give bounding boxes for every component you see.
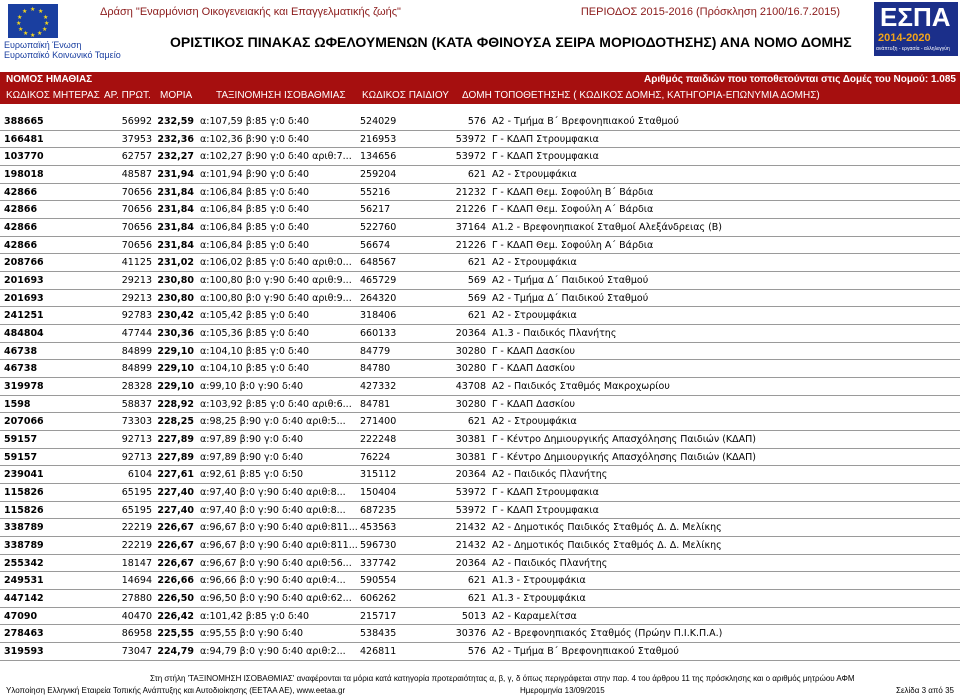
child-code: 215717 [360, 610, 397, 622]
ranking: α:102,27 β:90 γ:0 δ:40 αριθ:7... [200, 151, 352, 163]
col-header-structure: ΔΟΜΗ ΤΟΠΟΘΕΤΗΣΗΣ ( ΚΩΔΙΚΟΣ ΔΟΜΗΣ, ΚΑΤΗΓΟΡΙΑ-ΕΠΩΝΥΜΙΑ ΔΟΜΗΣ) [462, 90, 820, 101]
table-row [0, 343, 960, 361]
ranking: α:96,50 β:0 γ:90 δ:40 αριθ:62... [200, 593, 352, 605]
table-row [0, 290, 960, 308]
child-code: 84779 [360, 345, 391, 357]
protocol-number: 70656 [121, 239, 152, 251]
structure-code: 621 [467, 593, 486, 605]
child-code: 660133 [360, 328, 397, 340]
structure-name: Α1.2 - Βρεφονηπιακοί Σταθμοί Αλεξάνδρειας (Β) [492, 222, 722, 234]
structure-name: Α2 - Παιδικός Πλανήτης [492, 469, 608, 481]
mother-code: 208766 [4, 257, 44, 269]
points: 227,89 [157, 434, 194, 446]
protocol-number: 47744 [121, 328, 152, 340]
child-code: 606262 [360, 593, 397, 605]
table-row [0, 148, 960, 166]
table-row [0, 254, 960, 272]
mother-code: 1598 [4, 398, 31, 410]
child-code: 590554 [360, 575, 397, 587]
points: 230,36 [157, 328, 194, 340]
child-code: 687235 [360, 504, 397, 516]
child-code: 84780 [360, 363, 391, 375]
mother-code: 201693 [4, 292, 44, 304]
structure-name: Γ - ΚΔΑΠ Θεμ. Σοφούλη Β΄ Βάρδια [492, 186, 654, 198]
points: 231,84 [157, 186, 194, 198]
structure-code: 30381 [455, 434, 486, 446]
points: 226,50 [157, 593, 194, 605]
ranking: α:96,67 β:0 γ:90 δ:40 αριθ:811... [200, 540, 358, 552]
child-code: 426811 [360, 646, 397, 658]
protocol-number: 37953 [121, 133, 152, 145]
structure-code: 30280 [455, 398, 486, 410]
points: 226,67 [157, 557, 194, 569]
ranking: α:97,89 β:90 γ:0 δ:40 [200, 434, 304, 446]
child-code: 524029 [360, 116, 397, 127]
points: 226,67 [157, 540, 194, 552]
protocol-number: 84899 [121, 345, 152, 357]
mother-code: 42866 [4, 186, 38, 198]
points: 227,89 [157, 451, 194, 463]
ranking: α:106,84 β:85 γ:0 δ:40 [200, 204, 310, 216]
child-code: 264320 [360, 292, 397, 304]
mother-code: 201693 [4, 275, 44, 287]
child-code: 55216 [360, 186, 391, 198]
structure-code: 30381 [455, 451, 486, 463]
ranking: α:97,40 β:0 γ:90 δ:40 αριθ:8... [200, 487, 346, 499]
child-code: 648567 [360, 257, 397, 269]
prefecture-name: ΝΟΜΟΣ ΗΜΑΘΙΑΣ [6, 74, 93, 85]
eu-label-line1: Ευρωπαϊκή Ένωση [4, 40, 82, 50]
protocol-number: 62757 [121, 151, 152, 163]
protocol-number: 86958 [121, 628, 152, 640]
table-row [0, 449, 960, 467]
structure-name: Γ - ΚΔΑΠ Δασκίου [492, 398, 576, 410]
structure-name: Α2 - Βρεφονηπιακός Σταθμός (Πρώην Π.Ι.Κ.Π.Α.) [492, 628, 723, 640]
child-code: 216953 [360, 133, 397, 145]
espa-logo-text: ΕΣΠΑ [880, 2, 951, 32]
structure-name: Γ - Κέντρο Δημιουργικής Απασχόλησης Παιδιών (ΚΔΑΠ) [492, 451, 756, 463]
protocol-number: 29213 [121, 275, 152, 287]
structure-code: 53972 [455, 133, 486, 145]
protocol-number: 73303 [121, 416, 152, 428]
structure-name: Γ - ΚΔΑΠ Στρουμφακια [492, 151, 599, 163]
protocol-number: 14694 [121, 575, 152, 587]
points: 227,40 [157, 487, 194, 499]
structure-name: Α2 - Τμήμα Δ΄ Παιδικού Σταθμού [492, 292, 649, 304]
ranking: α:98,25 β:90 γ:0 δ:40 αριθ:5... [200, 416, 346, 428]
ranking: α:100,80 β:0 γ:90 δ:40 αριθ:9... [200, 275, 352, 287]
footer-page-number: Σελίδα 3 από 35 [896, 686, 954, 695]
child-code: 465729 [360, 275, 397, 287]
points: 230,80 [157, 292, 194, 304]
structure-name: Γ - ΚΔΑΠ Στρουμφακια [492, 133, 599, 145]
child-code: 56217 [360, 204, 391, 216]
table-row [0, 519, 960, 537]
table-row [0, 237, 960, 255]
structure-code: 569 [467, 292, 486, 304]
structure-code: 576 [467, 646, 486, 658]
col-header-points: ΜΟΡΙΑ [160, 90, 193, 101]
mother-code: 198018 [4, 169, 44, 181]
structure-name: Γ - ΚΔΑΠ Θεμ. Σοφούλη Α΄ Βάρδια [492, 204, 654, 216]
program-name: Δράση "Εναρμόνιση Οικογενειακής και Επαγγελματικής ζωής" [100, 6, 401, 18]
mother-code: 255342 [4, 557, 44, 569]
structure-name: Γ - ΚΔΑΠ Δασκίου [492, 345, 576, 357]
protocol-number: 70656 [121, 186, 152, 198]
table-row [0, 325, 960, 343]
child-code: 453563 [360, 522, 397, 534]
table-row [0, 643, 960, 661]
table-row [0, 378, 960, 396]
structure-code: 30280 [455, 363, 486, 375]
ranking: α:96,67 β:0 γ:90 δ:40 αριθ:56... [200, 557, 352, 569]
structure-code: 53972 [455, 504, 486, 516]
mother-code: 47090 [4, 610, 38, 622]
points: 231,84 [157, 222, 194, 234]
table-row [0, 484, 960, 502]
mother-code: 319593 [4, 646, 44, 658]
period-label: ΠΕΡΙΟΔΟΣ 2015-2016 (Πρόσκληση 2100/16.7.2015) [580, 6, 840, 18]
points: 231,84 [157, 239, 194, 251]
protocol-number: 41125 [121, 257, 152, 269]
mother-code: 103770 [4, 151, 44, 163]
page-footer [0, 672, 960, 697]
child-code: 427332 [360, 381, 397, 393]
protocol-number: 70656 [121, 222, 152, 234]
structure-name: Α2 - Στρουμφάκια [492, 257, 577, 269]
structure-name: Α2 - Παιδικός Πλανήτης [492, 557, 608, 569]
child-code: 596730 [360, 540, 397, 552]
ranking: α:96,66 β:0 γ:90 δ:40 αριθ:4... [200, 575, 346, 587]
table-row [0, 572, 960, 590]
mother-code: 338789 [4, 522, 44, 534]
ranking: α:101,42 β:85 γ:0 δ:40 [200, 610, 310, 622]
page-header [0, 0, 960, 72]
protocol-number: 40470 [121, 610, 152, 622]
ranking: α:103,92 β:85 γ:0 δ:40 αριθ:6... [200, 398, 352, 410]
ranking: α:106,84 β:85 γ:0 δ:40 [200, 239, 310, 251]
ranking: α:92,61 β:85 γ:0 δ:50 [200, 469, 304, 481]
structure-name: Γ - ΚΔΑΠ Στρουμφακια [492, 504, 599, 516]
table-row [0, 625, 960, 643]
structure-code: 43708 [455, 381, 486, 393]
ranking: α:106,84 β:85 γ:0 δ:40 [200, 222, 310, 234]
structure-name: Α2 - Καραμελίτσα [492, 610, 577, 622]
structure-code: 20364 [455, 328, 486, 340]
table-row [0, 360, 960, 378]
structure-name: Α2 - Στρουμφάκια [492, 310, 577, 322]
protocol-number: 73047 [121, 646, 152, 658]
ranking: α:104,10 β:85 γ:0 δ:40 [200, 363, 310, 375]
ranking: α:106,02 β:85 γ:0 δ:40 αριθ:0... [200, 257, 352, 269]
protocol-number: 92783 [121, 310, 152, 322]
ranking: α:94,79 β:0 γ:90 δ:40 αριθ:2... [200, 646, 346, 658]
child-code: 259204 [360, 169, 397, 181]
points: 232,59 [157, 116, 194, 127]
structure-name: Α1.3 - Στρουμφάκια [492, 575, 586, 587]
structure-code: 621 [467, 310, 486, 322]
footer-date: Ημερομηνία 13/09/2015 [520, 686, 605, 695]
structure-code: 21432 [455, 540, 486, 552]
mother-code: 278463 [4, 628, 44, 640]
mother-code: 42866 [4, 239, 38, 251]
table-row [0, 466, 960, 484]
mother-code: 46738 [4, 363, 38, 375]
protocol-number: 84899 [121, 363, 152, 375]
structure-name: Α2 - Τμήμα Β΄ Βρεφονηπιακού Σταθμού [492, 646, 679, 658]
points: 228,92 [157, 398, 194, 410]
mother-code: 338789 [4, 540, 44, 552]
mother-code: 319978 [4, 381, 44, 393]
points: 226,42 [157, 610, 194, 622]
protocol-number: 22219 [121, 522, 152, 534]
child-code: 522760 [360, 222, 397, 234]
structure-name: Γ - ΚΔΑΠ Θεμ. Σοφούλη Α΄ Βάρδια [492, 239, 654, 251]
table-row [0, 166, 960, 184]
structure-code: 53972 [455, 487, 486, 499]
column-headers [0, 88, 960, 104]
protocol-number: 65195 [121, 504, 152, 516]
points: 226,66 [157, 575, 194, 587]
eu-label-line2: Ευρωπαϊκό Κοινωνικό Ταμείο [4, 50, 121, 60]
ranking: α:97,40 β:0 γ:90 δ:40 αριθ:8... [200, 504, 346, 516]
points: 227,40 [157, 504, 194, 516]
mother-code: 484804 [4, 328, 44, 340]
structure-code: 21226 [455, 204, 486, 216]
espa-slogan: ανάπτυξη - εργασία - αλληλεγγύη [876, 46, 950, 52]
protocol-number: 92713 [121, 451, 152, 463]
child-code: 318406 [360, 310, 397, 322]
structure-code: 21432 [455, 522, 486, 534]
eu-flag-icon: ★ ★ ★ ★ ★ ★ ★ ★ ★ ★ ★ ★ [8, 4, 58, 38]
structure-name: Α2 - Στρουμφάκια [492, 169, 577, 181]
protocol-number: 6104 [127, 469, 152, 481]
protocol-number: 56992 [121, 116, 152, 127]
mother-code: 388665 [4, 116, 44, 127]
ranking: α:107,59 β:85 γ:0 δ:40 [200, 116, 310, 127]
child-code: 222248 [360, 434, 397, 446]
points: 229,10 [157, 363, 194, 375]
structure-name: Α2 - Δημοτικός Παιδικός Σταθμός Δ. Δ. Μελίκης [492, 540, 722, 552]
protocol-number: 48587 [121, 169, 152, 181]
ranking: α:97,89 β:90 γ:0 δ:40 [200, 451, 304, 463]
table-row [0, 201, 960, 219]
table-row [0, 307, 960, 325]
child-code: 150404 [360, 487, 397, 499]
ranking: α:100,80 β:0 γ:90 δ:40 αριθ:9... [200, 292, 352, 304]
protocol-number: 29213 [121, 292, 152, 304]
espa-years: 2014-2020 [878, 32, 931, 44]
placed-count: Αριθμός παιδιών που τοποθετούνται στις Δομές του Νομού: 1.085 [643, 74, 956, 85]
structure-code: 20364 [455, 469, 486, 481]
structure-code: 37164 [455, 222, 486, 234]
table-row [0, 131, 960, 149]
points: 232,36 [157, 133, 194, 145]
structure-code: 30280 [455, 345, 486, 357]
ranking: α:101,94 β:90 γ:0 δ:40 [200, 169, 310, 181]
col-header-child-code: ΚΩΔΙΚΟΣ ΠΑΙΔΙΟΥ [362, 90, 449, 101]
ranking: α:105,42 β:85 γ:0 δ:40 [200, 310, 310, 322]
ranking: α:104,10 β:85 γ:0 δ:40 [200, 345, 310, 357]
prefecture-band [0, 72, 960, 88]
child-code: 538435 [360, 628, 397, 640]
mother-code: 249531 [4, 575, 44, 587]
structure-name: Α2 - Στρουμφάκια [492, 416, 577, 428]
points: 231,84 [157, 204, 194, 216]
points: 227,61 [157, 469, 194, 481]
structure-code: 621 [467, 257, 486, 269]
protocol-number: 70656 [121, 204, 152, 216]
child-code: 134656 [360, 151, 397, 163]
mother-code: 207066 [4, 416, 44, 428]
table-row [0, 219, 960, 237]
structure-name: Α2 - Τμήμα Δ΄ Παιδικού Σταθμού [492, 275, 649, 287]
structure-code: 30376 [455, 628, 486, 640]
structure-code: 53972 [455, 151, 486, 163]
espa-logo [874, 2, 958, 56]
protocol-number: 92713 [121, 434, 152, 446]
points: 229,10 [157, 345, 194, 357]
table-row [0, 113, 960, 131]
mother-code: 46738 [4, 345, 38, 357]
ranking: α:102,36 β:90 γ:0 δ:40 [200, 133, 310, 145]
structure-name: Α2 - Παιδικός Σταθμός Μακροχωρίου [492, 381, 670, 393]
ranking: α:95,55 β:0 γ:90 δ:40 [200, 628, 304, 640]
points: 229,10 [157, 381, 194, 393]
points: 231,02 [157, 257, 194, 269]
structure-code: 621 [467, 169, 486, 181]
structure-code: 576 [467, 116, 486, 127]
ranking: α:105,36 β:85 γ:0 δ:40 [200, 328, 310, 340]
mother-code: 115826 [4, 504, 44, 516]
table-row [0, 502, 960, 520]
points: 225,55 [157, 628, 194, 640]
structure-code: 569 [467, 275, 486, 287]
child-code: 271400 [360, 416, 397, 428]
page-title: ΟΡΙΣΤΙΚΟΣ ΠΙΝΑΚΑΣ ΩΦΕΛΟΥΜΕΝΩΝ (ΚΑΤΑ ΦΘΙΝΟΥΣΑ ΣΕΙΡΑ ΜΟΡΙΟΔΟΤΗΣΗΣ) ΑΝΑ ΝΟΜΟ ΔΟΜΗΣ [170, 34, 852, 50]
table-row [0, 184, 960, 202]
points: 228,25 [157, 416, 194, 428]
header-top-line [100, 6, 840, 18]
table-row [0, 537, 960, 555]
ranking: α:96,67 β:0 γ:90 δ:40 αριθ:811... [200, 522, 358, 534]
protocol-number: 58837 [121, 398, 152, 410]
structure-code: 621 [467, 416, 486, 428]
protocol-number: 28328 [121, 381, 152, 393]
ranking: α:106,84 β:85 γ:0 δ:40 [200, 186, 310, 198]
structure-name: Γ - ΚΔΑΠ Δασκίου [492, 363, 576, 375]
footer-company: Υλοποίηση Ελληνική Εταιρεία Τοπικής Ανάπτυξης και Αυτοδιοίκησης (ΕΕΤΑΑ ΑΕ), www.eetaa.gr [6, 686, 346, 695]
table-row [0, 396, 960, 414]
mother-code: 447142 [4, 593, 44, 605]
mother-code: 239041 [4, 469, 44, 481]
table-row [0, 608, 960, 626]
child-code: 337742 [360, 557, 397, 569]
mother-code: 59157 [4, 434, 38, 446]
mother-code: 59157 [4, 451, 38, 463]
mother-code: 42866 [4, 222, 38, 234]
protocol-number: 27880 [121, 593, 152, 605]
protocol-number: 65195 [121, 487, 152, 499]
structure-name: Α1.3 - Παιδικός Πλανήτης [492, 328, 617, 340]
points: 230,42 [157, 310, 194, 322]
structure-code: 20364 [455, 557, 486, 569]
table-row [0, 431, 960, 449]
points: 226,67 [157, 522, 194, 534]
structure-code: 5013 [461, 610, 486, 622]
table-row [0, 272, 960, 290]
structure-name: Α1.3 - Στρουμφάκια [492, 593, 586, 605]
col-header-mother-code: ΚΩΔΙΚΟΣ ΜΗΤΕΡΑΣ [6, 90, 100, 101]
structure-code: 621 [467, 575, 486, 587]
child-code: 84781 [360, 398, 391, 410]
points: 224,79 [157, 646, 194, 658]
col-header-protocol: ΑΡ. ΠΡΩΤ. [104, 90, 151, 101]
table-row [0, 413, 960, 431]
points: 232,27 [157, 151, 194, 163]
mother-code: 241251 [4, 310, 44, 322]
table-row [0, 555, 960, 573]
eu-label [4, 40, 121, 60]
mother-code: 42866 [4, 204, 38, 216]
points: 231,94 [157, 169, 194, 181]
points: 230,80 [157, 275, 194, 287]
child-code: 56674 [360, 239, 391, 251]
structure-name: Γ - Κέντρο Δημιουργικής Απασχόλησης Παιδιών (ΚΔΑΠ) [492, 434, 756, 446]
col-header-ranking: ΤΑΞΙΝΟΜΗΣΗ ΙΣΟΒΑΘΜΙΑΣ [216, 90, 346, 101]
ranking: α:99,10 β:0 γ:90 δ:40 [200, 381, 304, 393]
structure-name: Α2 - Τμήμα Β΄ Βρεφονηπιακού Σταθμού [492, 116, 679, 127]
mother-code: 166481 [4, 133, 44, 145]
structure-code: 21232 [455, 186, 486, 198]
footer-note: Στη στήλη 'ΤΑΞΙΝΟΜΗΣΗ ΙΣΟΒΑΘΜΙΑΣ' αναφέρονται τα μόρια κατά κατηγορία προτεραιότητας α, β, γ, δ όπως περιγράφεται στην παρ. 4 του άρθρου 11 της πρόσκλησης και ο αριθμός μητρώου ΑΦΜ [150, 674, 855, 683]
protocol-number: 18147 [121, 557, 152, 569]
child-code: 315112 [360, 469, 397, 481]
child-code: 76224 [360, 451, 391, 463]
structure-name: Γ - ΚΔΑΠ Στρουμφακια [492, 487, 599, 499]
mother-code: 115826 [4, 487, 44, 499]
structure-code: 21226 [455, 239, 486, 251]
structure-name: Α2 - Δημοτικός Παιδικός Σταθμός Δ. Δ. Μελίκης [492, 522, 722, 534]
table-row [0, 590, 960, 608]
beneficiaries-table [0, 113, 960, 661]
protocol-number: 22219 [121, 540, 152, 552]
